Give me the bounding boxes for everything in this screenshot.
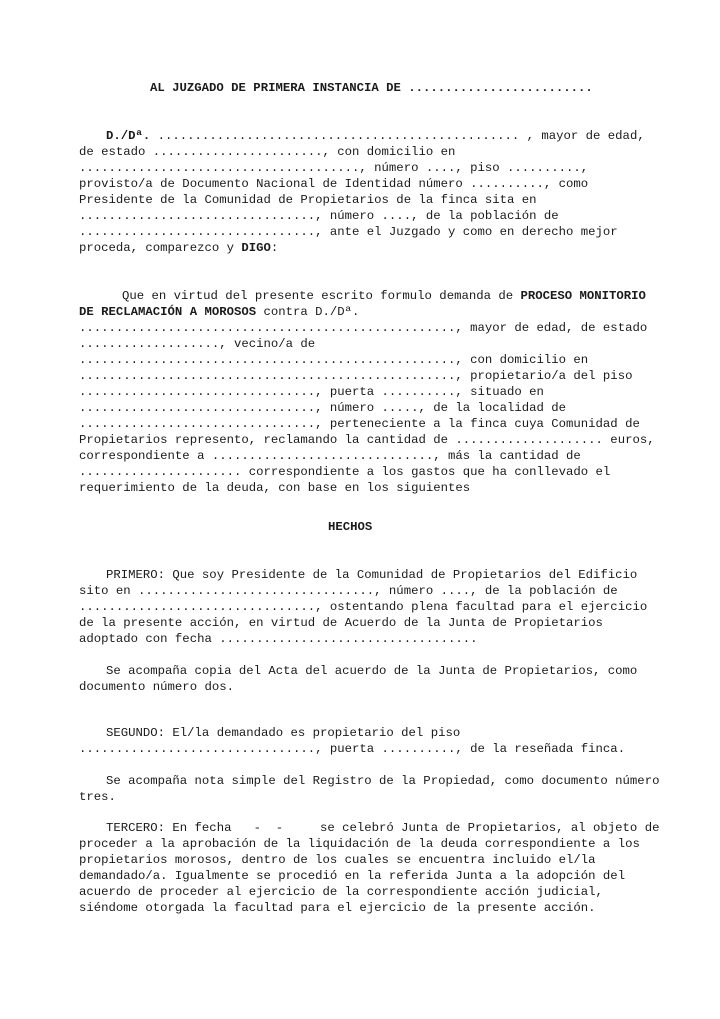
intro-line-2: de estado ......................., con domicilio en <box>79 145 456 159</box>
demand-line-3: ..................................................., mayor de edad, de estado <box>79 321 648 335</box>
digo-keyword: DIGO <box>241 241 271 255</box>
intro-line-8-end: : <box>270 241 279 255</box>
segundo-line-1: SEGUNDO: El/la demandado es propietario del piso <box>106 726 461 740</box>
primero-line-2: sito en ................................, número ...., de la población de <box>79 584 618 598</box>
demand-line-1-text: Que en virtud del presente escrito formulo demanda de <box>122 289 521 303</box>
tercero-line-2: proceder a la aprobación de la liquidación de la deuda correspondiente a los <box>79 837 640 851</box>
segundo-line-2: ................................, puerta .........., de la reseñada finca. <box>79 742 626 756</box>
tercero-line-4: demandado/a. Igualmente se procedió en la referida Junta a la adopción del <box>79 869 626 883</box>
demand-line-11: correspondiente a .............................., más la cantidad de <box>79 449 581 463</box>
tercero-line-1: TERCERO: En fecha - - se celebró Junta de Propietarios, al objeto de <box>106 821 660 835</box>
primero-line-4: de la presente acción, en virtud de Acuerdo de la Junta de Propietarios <box>79 616 603 630</box>
primero-line-3: ................................, ostentando plena facultad para el ejercicio <box>79 600 648 614</box>
intro-line-7: ................................, ante el Juzgado y como en derecho mejor <box>79 225 618 239</box>
demand-line-10: Propietarios represento, reclamando la cantidad de .................... euros, <box>79 433 655 447</box>
intro-line-6: ................................, número ...., de la población de <box>79 209 559 223</box>
acompana-2-line-1: Se acompaña nota simple del Registro de la Propiedad, como documento número <box>106 774 660 788</box>
tercero-line-6: siéndome otorgada la facultad para el ejercicio de la presente acción. <box>79 901 596 915</box>
acompana-2-line-2: tres. <box>79 790 116 804</box>
proceso-monitorio-title: PROCESO MONITORIO <box>520 289 646 303</box>
document-heading <box>150 80 593 96</box>
intro-line-1 <box>106 128 645 144</box>
tercero-line-3: propietarios morosos, dentro de los cuales se encuentra incluido el/la <box>79 853 596 867</box>
demand-line-13: requerimiento de la deuda, con base en los siguientes <box>79 481 471 495</box>
tercero-line-5: acuerdo de proceder al ejercicio de la correspondiente acción judicial, <box>79 885 603 899</box>
intro-line-3: ......................................, número ...., piso .........., <box>79 161 589 175</box>
intro-line-5: Presidente de la Comunidad de Propietarios de la finca sita en <box>79 193 537 207</box>
demand-line-9: ................................, perteneciente a la finca cuya Comunidad de <box>79 417 640 431</box>
demand-line-4: ..................., vecino/a de <box>79 337 316 351</box>
demand-line-5: ..................................................., con domicilio en <box>79 353 589 367</box>
demand-line-6: ..................................................., propietario/a del piso <box>79 369 633 383</box>
intro-label: D./Dª. <box>106 129 151 143</box>
reclamacion-title: DE RECLAMACIÓN A MOROSOS <box>79 305 257 319</box>
intro-line-8-text: proceda, comparezco y <box>79 241 242 255</box>
intro-line-4: provisto/a de Documento Nacional de Identidad número .........., como <box>79 177 589 191</box>
intro-line-8 <box>79 240 278 256</box>
hechos-heading: HECHOS <box>328 520 373 534</box>
acompana-1-line-2: documento número dos. <box>79 680 234 694</box>
demand-line-8: ................................, número ....., de la localidad de <box>79 401 567 415</box>
demand-line-2-text: contra D./Dª. <box>256 305 360 319</box>
demand-line-1 <box>122 288 646 304</box>
demand-line-12: ...................... correspondiente a los gastos que ha conllevado el <box>79 465 611 479</box>
acompana-1-line-1: Se acompaña copia del Acta del acuerdo de la Junta de Propietarios, como <box>106 664 638 678</box>
intro-line-1-text: ................................................. , mayor de edad, <box>150 129 645 143</box>
heading-text: AL JUZGADO DE PRIMERA INSTANCIA DE ......................... <box>150 81 593 95</box>
demand-line-7: ................................, puerta .........., situado en <box>79 385 544 399</box>
primero-line-1: PRIMERO: Que soy Presidente de la Comunidad de Propietarios del Edificio <box>106 568 638 582</box>
demand-line-2 <box>79 304 359 320</box>
primero-line-5: adoptado con fecha ................................... <box>79 632 478 646</box>
